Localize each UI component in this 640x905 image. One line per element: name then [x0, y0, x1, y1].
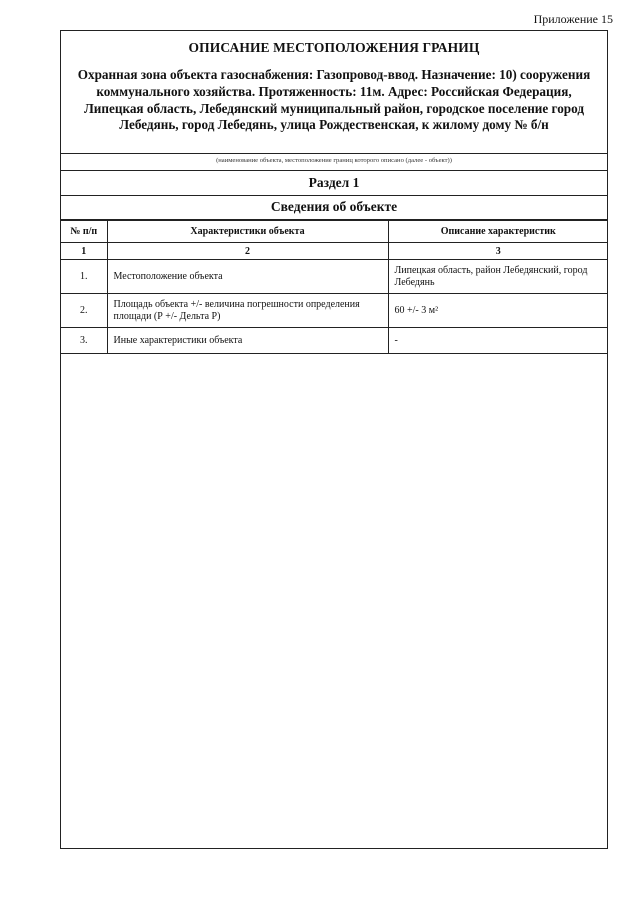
- column-header-characteristic: Характеристики объекта: [107, 221, 388, 243]
- object-info-table: [61, 220, 608, 354]
- row-number: 2.: [61, 294, 107, 328]
- table-row: [61, 260, 608, 294]
- document-title: ОПИСАНИЕ МЕСТОПОЛОЖЕНИЯ ГРАНИЦ: [188, 40, 480, 55]
- table-row: [61, 328, 608, 354]
- object-caption: (наименование объекта, местоположение границ которого описано (далее - объект)): [61, 154, 607, 171]
- section-number: Раздел 1: [61, 171, 607, 196]
- column-header-description: Описание характеристик: [388, 221, 608, 243]
- table-row: [61, 294, 608, 328]
- document-header: [61, 31, 607, 154]
- appendix-label: Приложение 15: [533, 12, 613, 26]
- row-description: 60 +/- 3 м²: [388, 294, 608, 328]
- document-frame: [60, 30, 608, 849]
- column-index: 2: [107, 243, 388, 260]
- row-characteristic: Площадь объекта +/- величина погрешности определения площади (Р +/- Дельта Р): [107, 294, 388, 328]
- section-title: Сведения об объекте: [61, 196, 607, 220]
- row-number: 1.: [61, 260, 107, 294]
- column-index: 1: [61, 243, 107, 260]
- row-characteristic: Местоположение объекта: [107, 260, 388, 294]
- column-header-number: № п/п: [61, 221, 107, 243]
- row-description: Липецкая область, район Лебедянский, город Лебедянь: [388, 260, 608, 294]
- object-description: Охранная зона объекта газоснабжения: Газопровод-ввод. Назначение: 10) сооружения коммунального хозяйства. Протяженность: 11м. Адрес: Российская Федерация, Липецкая область, Лебедянский муниципальный район, городское поселение город Лебедянь, город Лебедянь, улица Рождественская, к жилому дому № б/н: [77, 67, 591, 133]
- row-characteristic: Иные характеристики объекта: [107, 328, 388, 354]
- row-description: -: [388, 328, 608, 354]
- row-number: 3.: [61, 328, 107, 354]
- column-index: 3: [388, 243, 608, 260]
